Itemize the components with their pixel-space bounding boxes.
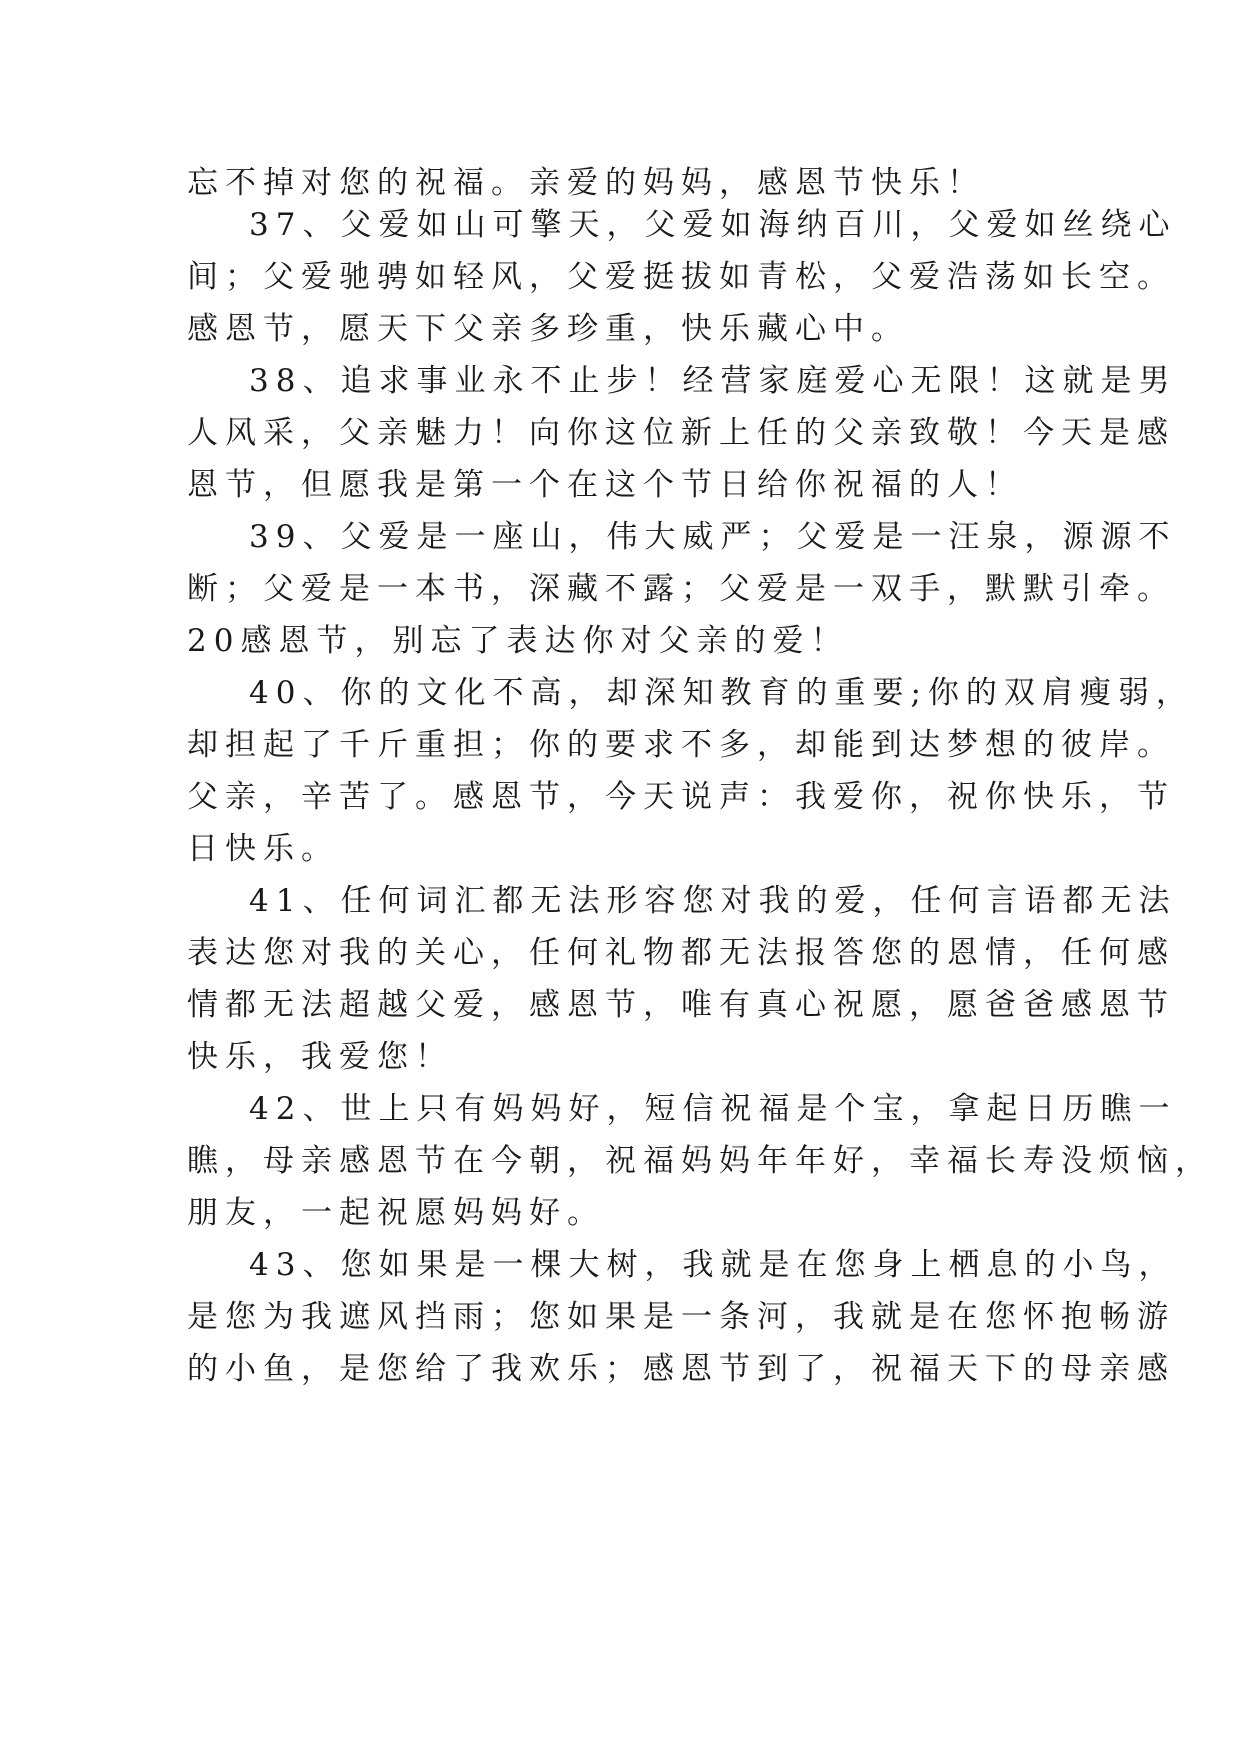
text-line: 恩节，但愿我是第一个在这个节日给你祝福的人！ bbox=[187, 467, 1023, 503]
text-line: 情都无法超越父爱，感恩节，唯有真心祝愿，愿爸爸感恩节 bbox=[187, 987, 1175, 1023]
text-line: 人风采，父亲魅力！向你这位新上任的父亲致敬！今天是感 bbox=[187, 415, 1175, 451]
text-line: 却担起了千斤重担；你的要求不多，却能到达梦想的彼岸。 bbox=[187, 727, 1175, 763]
text-line: 瞧，母亲感恩节在今朝，祝福妈妈年年好，幸福长寿没烦恼， bbox=[187, 1143, 1213, 1179]
paragraph-38-line-1: 38、追求事业永不止步！经营家庭爱心无限！这就是男 bbox=[249, 363, 1177, 399]
paragraph-40-line-1: 40、你的文化不高，却深知教育的重要;你的双肩瘦弱， bbox=[249, 675, 1194, 711]
text-line: 朋友，一起祝愿妈妈好。 bbox=[187, 1195, 605, 1231]
paragraph-39-line-1: 39、父爱是一座山，伟大威严；父爱是一汪泉，源源不 bbox=[249, 519, 1177, 555]
paragraph-41-line-1: 41、任何词汇都无法形容您对我的爱，任何言语都无法 bbox=[249, 883, 1177, 919]
text-line: 忘不掉对您的祝福。亲爱的妈妈，感恩节快乐！ bbox=[187, 165, 985, 201]
text-line: 感恩节，愿天下父亲多珍重，快乐藏心中。 bbox=[187, 311, 909, 347]
text-line: 快乐，我爱您！ bbox=[187, 1039, 453, 1075]
paragraph-37-line-1: 37、父爱如山可擎天，父爱如海纳百川，父爱如丝绕心 bbox=[249, 207, 1177, 243]
text-line: 父亲，辛苦了。感恩节，今天说声：我爱你，祝你快乐，节 bbox=[187, 779, 1175, 815]
paragraph-43-line-1: 43、您如果是一棵大树，我就是在您身上栖息的小鸟， bbox=[249, 1247, 1177, 1283]
text-line: 日快乐。 bbox=[187, 831, 339, 867]
text-line: 断；父爱是一本书，深藏不露；父爱是一双手，默默引牵。 bbox=[187, 571, 1175, 607]
text-line: 是您为我遮风挡雨；您如果是一条河，我就是在您怀抱畅游 bbox=[187, 1299, 1175, 1335]
text-line: 的小鱼，是您给了我欢乐；感恩节到了，祝福天下的母亲感 bbox=[187, 1351, 1175, 1387]
paragraph-42-line-1: 42、世上只有妈妈好，短信祝福是个宝，拿起日历瞧一 bbox=[249, 1091, 1177, 1127]
text-line: 间；父爱驰骋如轻风，父爱挺拔如青松，父爱浩荡如长空。 bbox=[187, 259, 1175, 295]
text-line: 表达您对我的关心，任何礼物都无法报答您的恩情，任何感 bbox=[187, 935, 1175, 971]
text-line: 20感恩节，别忘了表达你对父亲的爱！ bbox=[187, 623, 849, 659]
